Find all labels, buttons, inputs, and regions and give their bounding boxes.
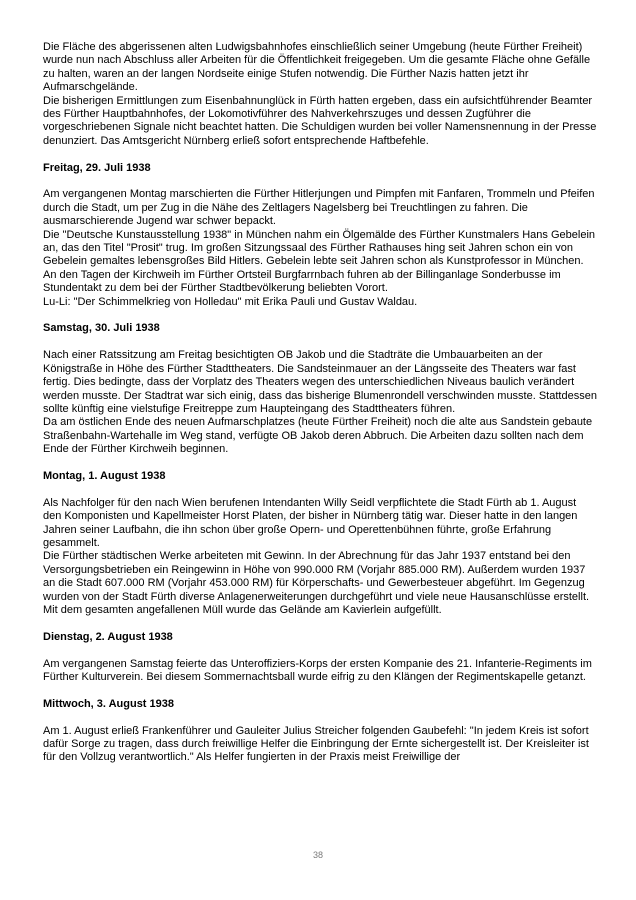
paragraph: Die Fürther städtischen Werke arbeiteten mit Gewinn. In der Abrechnung für das Jahr 1937 entstand bei den Versorgungsbetrieben ein Reingewinn in Höhe von 990.000 RM (Vorjahr 885.000 RM). Außerdem wurden 1937 an die Stadt 607.000 RM (Vorjahr 453.000 RM) für Körperschafts- und Gewerbesteuer abgeführt. Im Gegenzug wurden von der Stadt Fürth diverse Anlagenerweiterungen durchgeführt und viele neue Hausanschlüsse erstellt. Mit dem gesamten angefallenen Müll wurde das Gelände am Kavierlein aufgefüllt.	[43, 550, 590, 616]
paragraph: An den Tagen der Kirchweih im Fürther Ortsteil Burgfarrnbach fuhren ab der Billinganlage Sonderbusse im Stundentakt zu dem bei der Fürther Stadtbevölkerung beliebten Vorort.	[43, 268, 561, 295]
date-heading: Mittwoch, 3. August 1938	[43, 697, 175, 710]
paragraph: Am vergangenen Samstag feierte das Unteroffiziers-Korps der ersten Kompanie des 21. Infanterie-Regiments im Fürther Kulturverein. Bei diesem Sommernachtsball wurde eifrig zu den Klängen der Regimentskapelle getanzt.	[43, 657, 592, 683]
paragraph: Die bisherigen Ermittlungen zum Eisenbahnunglück in Fürth hatten ergeben, dass ein aufsichtführender Beamter des Fürther Hauptbahnhofes, der Lokomotivführer des Nahverkehrszuges und dessen Zugführer die vorgeschriebenen Signale nicht beachtet hatten. Die Schuldigen wurden bei voller Namensnennung in der Presse denunziert. Das Amtsgericht Nürnberg erließ sofort entsprechende Haftbefehle.	[43, 94, 597, 147]
date-heading: Freitag, 29. Juli 1938	[43, 161, 151, 174]
section-montag-1-august-1938	[43, 470, 597, 617]
date-heading: Dienstag, 2. August 1938	[43, 630, 173, 643]
section-samstag-30-juli-1938	[43, 322, 597, 456]
paragraph: Am vergangenen Montag marschierten die Fürther Hitlerjungen und Pimpfen mit Fanfaren, Trommeln und Pfeifen durch die Stadt, um per Zug in die Nähe des Zeltlagers Nagelsberg bei Treuchtlingen zu fahren. Die ausmarschierende Jugend war schwer bepackt.	[43, 188, 595, 228]
paragraph: Am 1. August erließ Frankenführer und Gauleiter Julius Streicher folgenden Gaubefehl: "In jedem Kreis ist sofort dafür Sorge zu tragen, dass durch freiwillige Helfer die Einbringung der Ernte sichergestellt ist. Der Kreisleiter ist für den Vollzug verantwortlich." Als Helfer fungierten in der Praxis meist Freiwillige der	[43, 724, 589, 764]
paragraph: Die "Deutsche Kunstausstellung 1938" in München nahm ein Ölgemälde des Fürther Kunstmalers Hans Gebelein an, das den Titel "Prosit" trug. Im großen Sitzungssaal des Fürther Rathauses hing seit Jahren schon ein von Gebelein gemaltes lebensgroßes Bild Hitlers. Gebelein lebte seit Jahren schon als Kunstprofessor in München.	[43, 228, 596, 268]
paragraph: Da am östlichen Ende des neuen Aufmarschplatzes (heute Fürther Freiheit) noch die alte aus Sandstein gebaute Straßenbahn-Wartehalle im Weg stand, verfügte OB Jakob deren Abbruch. Die Arbeiten dazu sollten nach dem Ende der Fürther Kirchweih beginnen.	[43, 416, 593, 456]
paragraph: Nach einer Ratssitzung am Freitag besichtigten OB Jakob und die Stadträte die Umbauarbeiten an der Königstraße in Höhe des Fürther Stadttheaters. Die Sandsteinmauer an der Längsseite des Theaters war fast fertig. Dies bedingte, dass der Vorplatz des Theaters wegen des unterschiedlichen Niveaus baulich verändert werden musste. Der Stadtrat war sich einig, dass das bisherige Blumenrondell verschwinden musste. Stattdessen sollte künftig eine vielstufige Freitreppe zum Haupteingang des Stadttheaters führen.	[43, 349, 597, 415]
section-dienstag-2-august-1938	[43, 631, 597, 685]
paragraph: Die Fläche des abgerissenen alten Ludwigsbahnhofes einschließlich seiner Umgebung (heute Fürther Freiheit) wurde nun nach Abschluss aller Arbeiten für die Öffentlichkeit freigegeben. Um die gesamte Fläche ohne Gefälle zu halten, waren an der langen Nordseite einige Stufen notwendig. Die Fürther Nazis hatten jetzt ihr Aufmarschgelände.	[43, 41, 591, 94]
section-freitag-29-juli-1938	[43, 162, 597, 309]
document-content	[43, 41, 597, 765]
paragraph: Als Nachfolger für den nach Wien berufenen Intendanten Willy Seidl verpflichtete die Stadt Fürth ab 1. August den Komponisten und Kapellmeister Horst Platen, der bisher in Nürnberg tätig war. Dieser hatte in den langen Jahren seiner Laufbahn, die ihn schon über große Opern- und Operettenbühnen führte, große Erfahrung gesammelt.	[43, 496, 578, 549]
date-heading: Montag, 1. August 1938	[43, 469, 166, 482]
section-intro	[43, 41, 597, 148]
date-heading: Samstag, 30. Juli 1938	[43, 322, 160, 335]
page-number: 38	[312, 850, 323, 860]
section-mittwoch-3-august-1938	[43, 698, 597, 765]
paragraph: Lu-Li: "Der Schimmelkrieg von Holledau" mit Erika Pauli und Gustav Waldau.	[43, 295, 418, 308]
